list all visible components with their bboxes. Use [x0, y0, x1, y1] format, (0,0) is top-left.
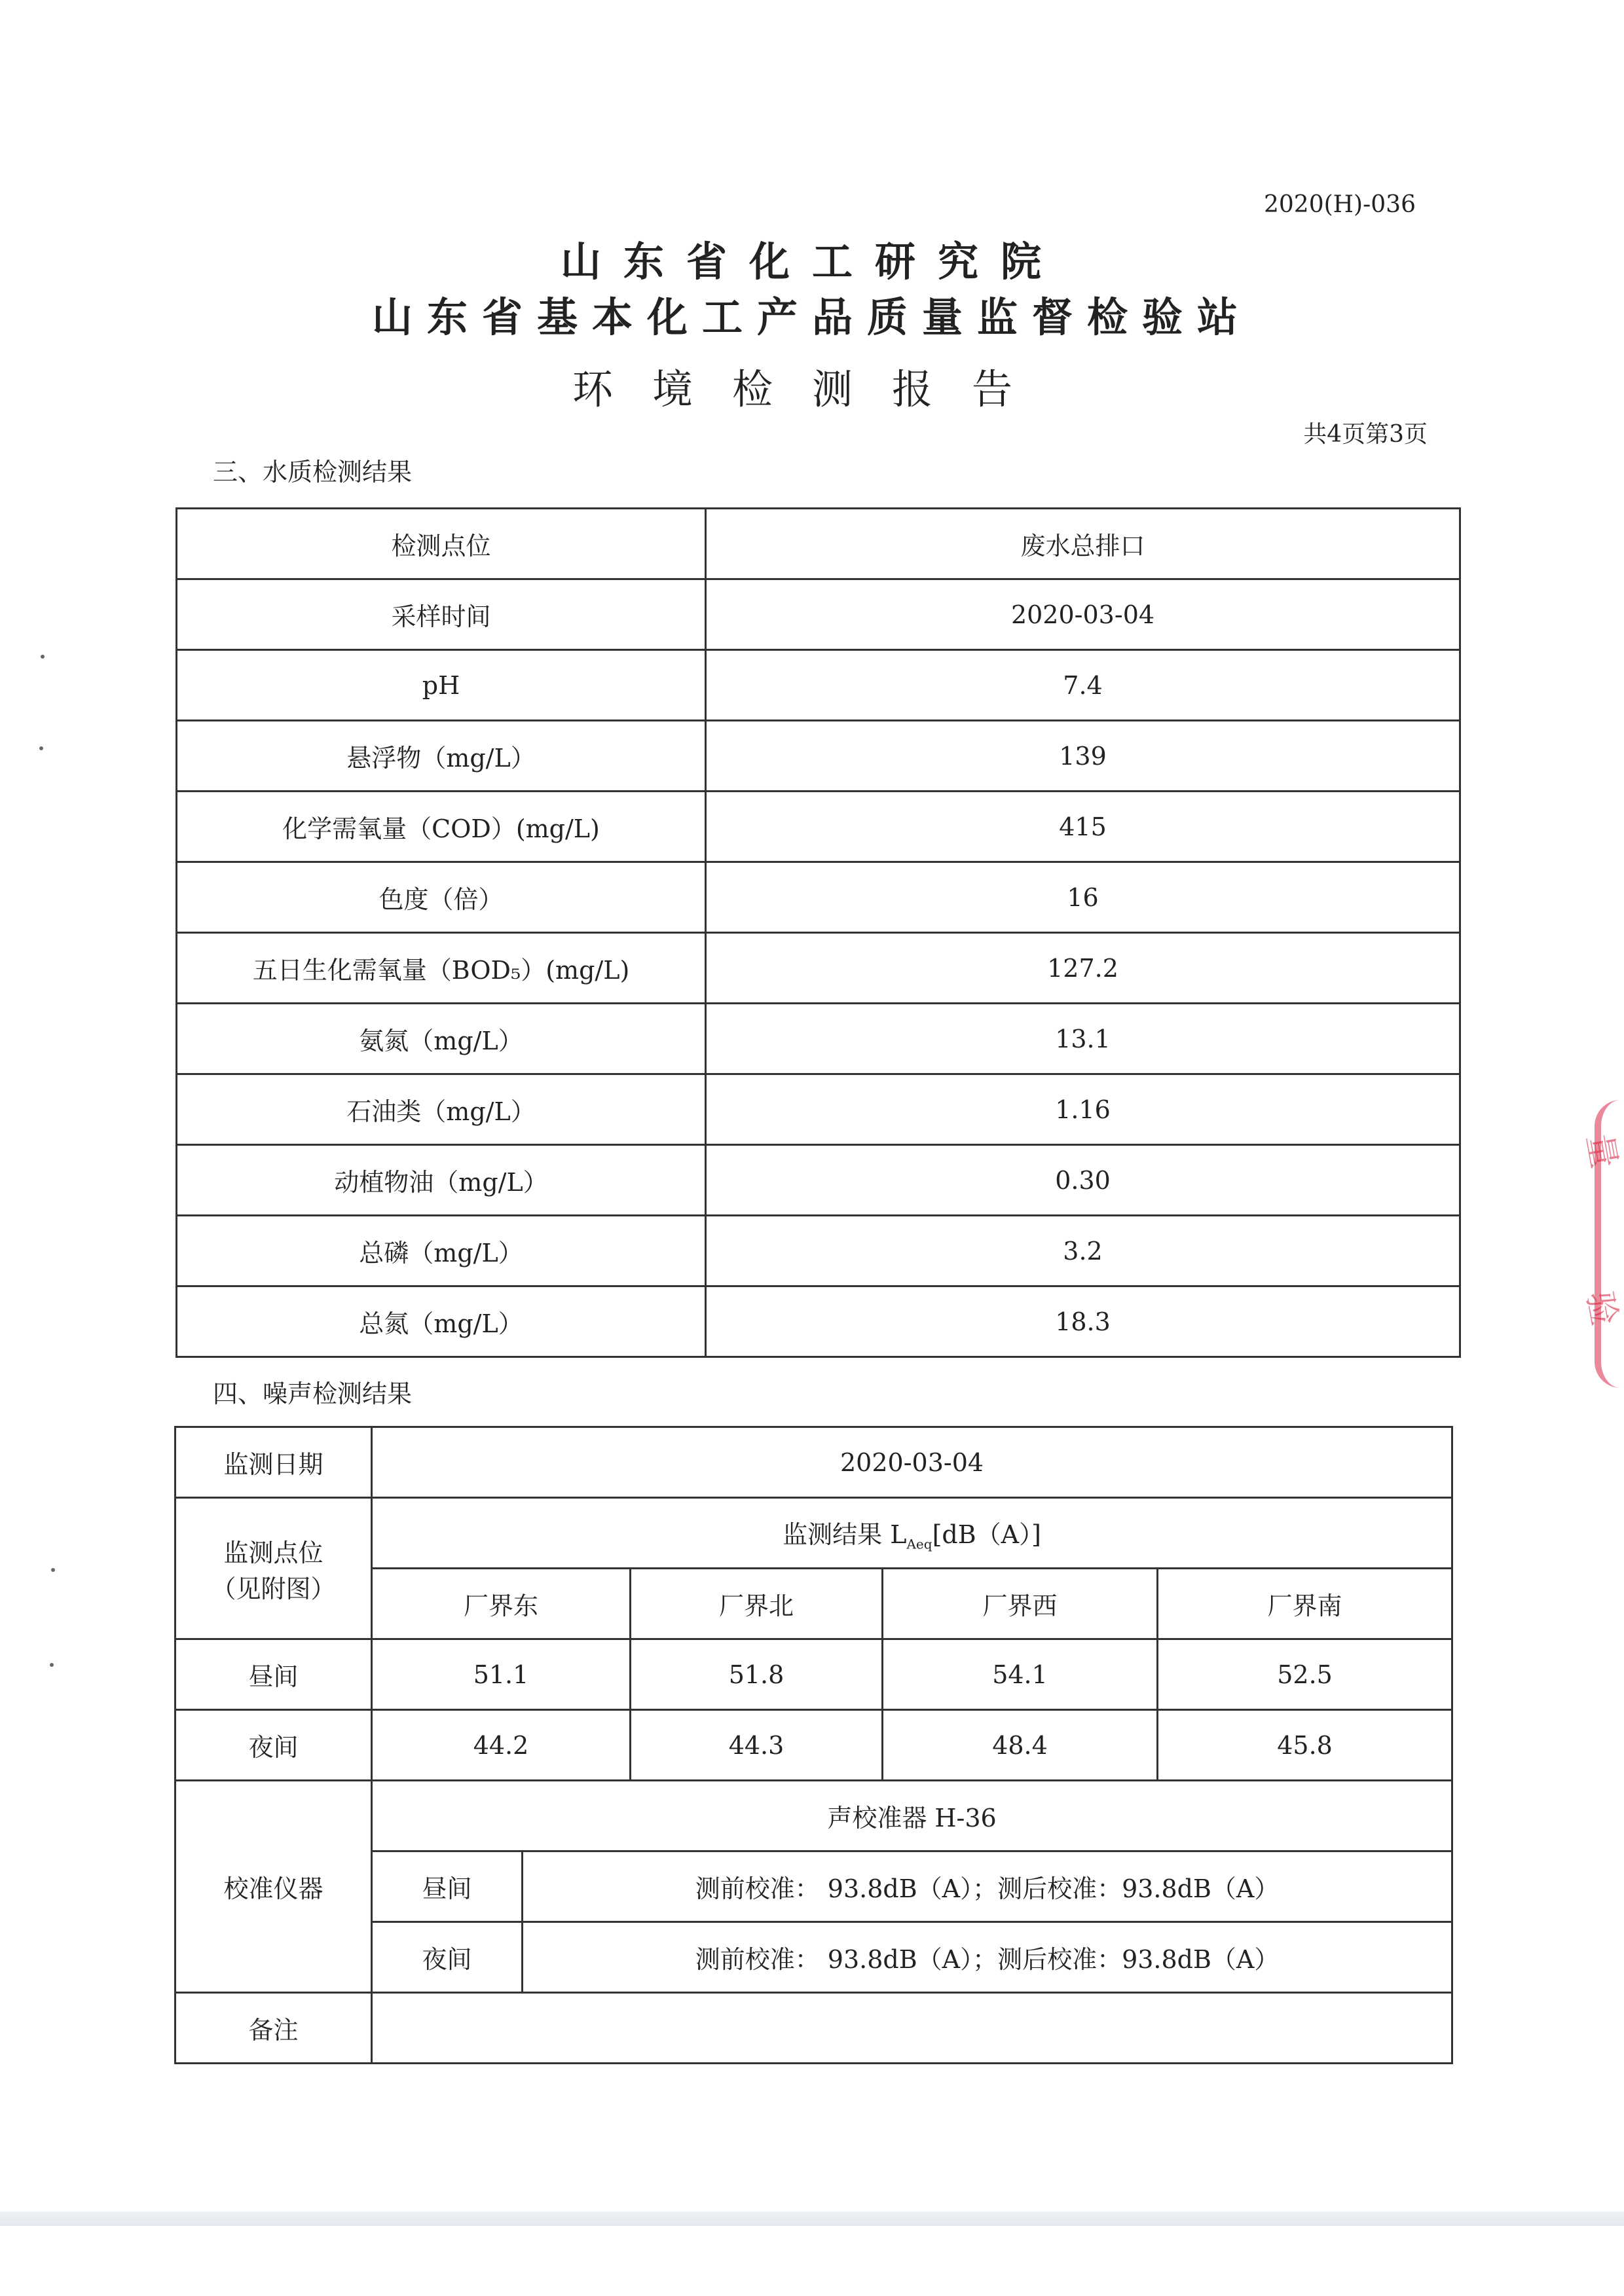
date-value-cell: 2020-03-04 — [372, 1427, 1452, 1498]
param-label: 总磷（mg/L） — [177, 1216, 706, 1286]
result-label-cell — [372, 1498, 1452, 1569]
calibrator-cell: 声校准器 H-36 — [372, 1781, 1452, 1851]
noise-value: 45.8 — [1158, 1710, 1452, 1781]
table-row — [177, 650, 1460, 721]
param-value: 13.1 — [706, 1004, 1460, 1074]
table-row — [175, 1993, 1452, 2064]
point-header-south: 厂界南 — [1158, 1569, 1452, 1639]
table-row — [175, 1639, 1452, 1710]
param-value: 1.16 — [706, 1074, 1460, 1145]
table-row — [177, 1286, 1460, 1357]
report-title: 环境检测报告 — [572, 365, 1052, 413]
calibration-period-label: 夜间 — [372, 1922, 523, 1993]
scan-speck — [50, 1663, 54, 1667]
param-value: 127.2 — [706, 933, 1460, 1004]
period-label: 昼间 — [175, 1639, 372, 1710]
table-row — [175, 1498, 1452, 1569]
table-row — [177, 579, 1460, 650]
monitoring-point-label-cell — [175, 1498, 372, 1639]
param-label: 石油类（mg/L） — [177, 1074, 706, 1145]
scan-edge-band — [0, 2212, 1624, 2226]
report-number: 2020(H)-036 — [1264, 191, 1416, 218]
calibration-label-cell: 校准仪器 — [175, 1781, 372, 1993]
param-value: 0.30 — [706, 1145, 1460, 1216]
monitoring-point-label: 监测点位 — [223, 1538, 323, 1567]
date-label-cell: 监测日期 — [175, 1427, 372, 1498]
point-label-cell: 检测点位 — [177, 509, 706, 579]
monitoring-point-note: （见附图） — [211, 1574, 336, 1603]
param-label: 采样时间 — [177, 579, 706, 650]
point-header-east: 厂界东 — [372, 1569, 631, 1639]
scan-speck — [51, 1568, 55, 1572]
result-label-suffix: [dB（A）] — [932, 1520, 1041, 1549]
point-header-west: 厂界西 — [883, 1569, 1158, 1639]
param-value: 3.2 — [706, 1216, 1460, 1286]
calibration-value: 测前校准： 93.8dB（A）；测后校准：93.8dB（A） — [523, 1851, 1452, 1922]
result-label-prefix: 监测结果 L — [783, 1520, 907, 1549]
param-value: 139 — [706, 721, 1460, 792]
noise-value: 51.1 — [372, 1639, 631, 1710]
calibration-period-label: 昼间 — [372, 1851, 523, 1922]
param-label: 化学需氧量（COD）(mg/L) — [177, 792, 706, 862]
param-value: 415 — [706, 792, 1460, 862]
result-label-subscript: Aeq — [906, 1536, 932, 1552]
seal-glyph: 验 — [1579, 1288, 1624, 1329]
table-row — [177, 1004, 1460, 1074]
point-header-north: 厂界北 — [631, 1569, 883, 1639]
table-row — [177, 792, 1460, 862]
remark-value-cell — [372, 1993, 1452, 2064]
page-indicator: 共4页第3页 — [1303, 421, 1428, 448]
station-name: 山东省基本化工产品质量监督检验站 — [371, 293, 1252, 341]
param-value: 18.3 — [706, 1286, 1460, 1357]
table-row — [177, 509, 1460, 579]
scan-speck — [41, 655, 45, 659]
param-label: 色度（倍） — [177, 862, 706, 933]
remark-label-cell: 备注 — [175, 1993, 372, 2064]
table-row — [175, 1781, 1452, 1851]
noise-section-title: 四、噪声检测结果 — [213, 1379, 413, 1408]
table-row — [175, 1710, 1452, 1781]
param-value: 2020-03-04 — [706, 579, 1460, 650]
noise-value: 51.8 — [631, 1639, 883, 1710]
noise-table — [174, 1426, 1453, 2064]
param-label: 总氮（mg/L） — [177, 1286, 706, 1357]
seal-glyph: 量 — [1579, 1131, 1624, 1172]
scan-speck — [39, 746, 43, 750]
noise-value: 52.5 — [1158, 1639, 1452, 1710]
table-row — [175, 1427, 1452, 1498]
table-row — [177, 862, 1460, 933]
param-label: 悬浮物（mg/L） — [177, 721, 706, 792]
noise-value: 44.2 — [372, 1710, 631, 1781]
noise-value: 54.1 — [883, 1639, 1158, 1710]
table-row — [177, 933, 1460, 1004]
table-row — [177, 1216, 1460, 1286]
water-quality-table — [175, 507, 1461, 1358]
param-label: 动植物油（mg/L） — [177, 1145, 706, 1216]
point-value-cell: 废水总排口 — [706, 509, 1460, 579]
table-row — [177, 1074, 1460, 1145]
period-label: 夜间 — [175, 1710, 372, 1781]
calibration-value: 测前校准： 93.8dB（A）；测后校准：93.8dB（A） — [523, 1922, 1452, 1993]
param-value: 7.4 — [706, 650, 1460, 721]
table-row — [177, 1145, 1460, 1216]
param-value: 16 — [706, 862, 1460, 933]
table-row — [177, 721, 1460, 792]
param-label: 五日生化需氧量（BOD₅）(mg/L) — [177, 933, 706, 1004]
noise-value: 44.3 — [631, 1710, 883, 1781]
param-label: pH — [177, 650, 706, 721]
water-section-title: 三、水质检测结果 — [213, 458, 413, 486]
param-label: 氨氮（mg/L） — [177, 1004, 706, 1074]
noise-value: 48.4 — [883, 1710, 1158, 1781]
institute-name: 山东省化工研究院 — [560, 238, 1063, 285]
